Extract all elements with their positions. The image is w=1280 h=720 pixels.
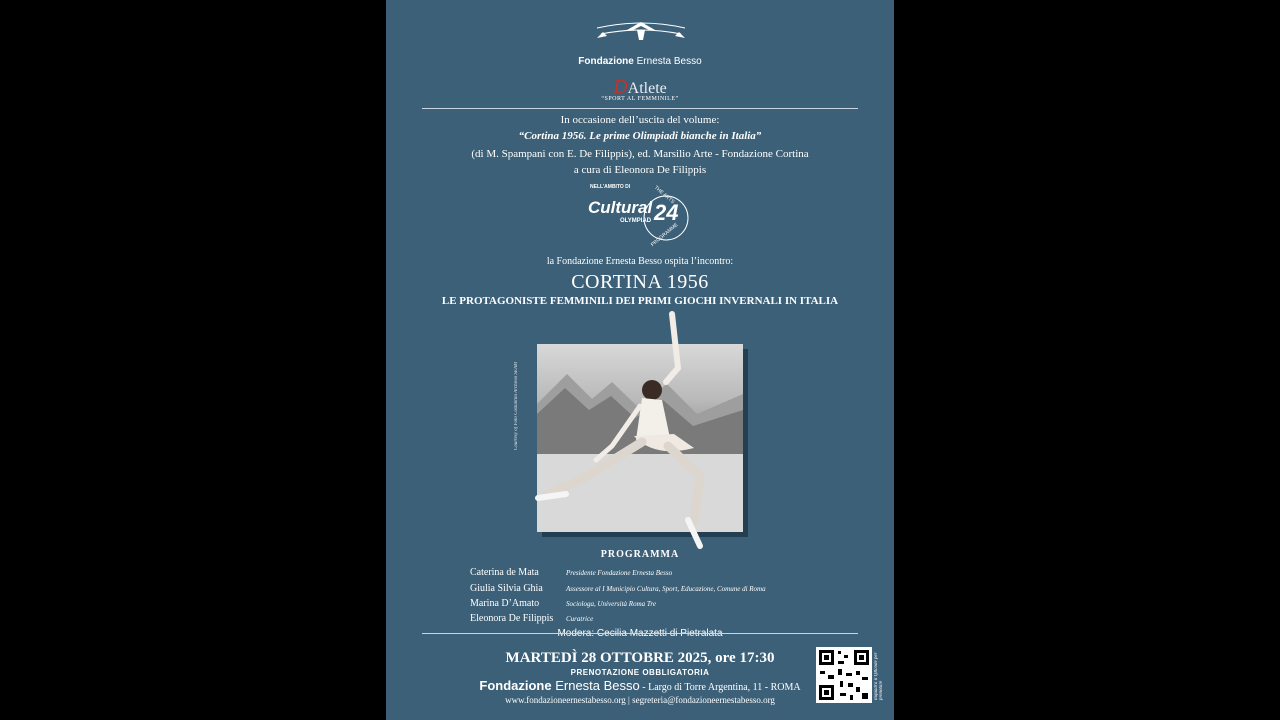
divider-top [422,108,858,109]
cultural-olympiad-word: Cultural [588,198,653,217]
speaker-name: Eleonora De Filippis [470,613,554,624]
the-arts-label: THE ARTS [652,184,676,206]
event-subtitle: LE PROTAGONISTE FEMMINILI DEI PRIMI GIOCHI INVERNALI IN ITALIA [441,295,839,307]
nell-ambito-label: NELL’AMBITO DI [590,184,631,190]
bird-logo-icon [593,18,689,48]
figure-skater-figure [524,308,754,568]
intro-line-4: a cura di Eleonora De Filippis [573,164,707,176]
qr-code-icon[interactable] [816,647,872,703]
venue-address: Fondazione Ernesta Besso - Largo di Torre Argentina, 11 - ROMA [479,678,801,693]
ospita-text: la Fondazione Ernesta Besso ospita l’incontro: [546,256,734,267]
qr-caption: inquadra il QRcode per prenotare [874,652,884,700]
intro-book-title: “Cortina 1956. Le prime Olimpiadi bianche in Italia” [518,130,762,142]
speaker-role: Assessore al I Municipio Cultura, Sport, Educazione, Comune di Roma [566,585,766,593]
cultural-olympiad-24: 24 [654,200,679,225]
poster [386,0,894,720]
event-date: MARTEDÌ 28 OTTOBRE 2025, ore 17:30 [505,650,775,666]
fondazione-logo-text: Fondazione Ernesta Besso [578,56,702,67]
speaker-role: Sociologa, Università Roma Tre [566,600,656,608]
divider-bottom [422,633,858,634]
speaker-role: Presidente Fondazione Ernesta Besso [566,569,673,577]
programme-label: PROGRAMME [649,221,680,249]
website-email[interactable]: www.fondazioneernestabesso.org | segreteria@fondazioneernestabesso.org [505,695,775,705]
speaker-name: Caterina de Mata [470,567,539,578]
cultural-olympiad-olympiad: OLYMPIAD [620,218,652,224]
datlete-logo: DAtlete [613,76,667,98]
datlete-subtitle: “SPORT AL FEMMINILE” [601,96,679,102]
speaker-name: Giulia Silvia Ghia [470,583,543,594]
event-title: CORTINA 1956 [571,271,709,293]
speaker-role: Curatrice [566,615,594,623]
photo-credit: Courtesy of Foto Costantini Archivio SEAM [514,361,519,450]
programma-heading: PROGRAMMA [600,549,680,560]
speaker-name: Marina D’Amato [470,598,540,609]
intro-line-3: (di M. Spampani con E. De Filippis), ed. Marsilio Arte - Fondazione Cortina [471,148,809,160]
reservation-required: PRENOTAZIONE OBBLIGATORIA [570,668,710,677]
intro-line-1: In occasione dell’uscita del volume: [560,114,720,126]
